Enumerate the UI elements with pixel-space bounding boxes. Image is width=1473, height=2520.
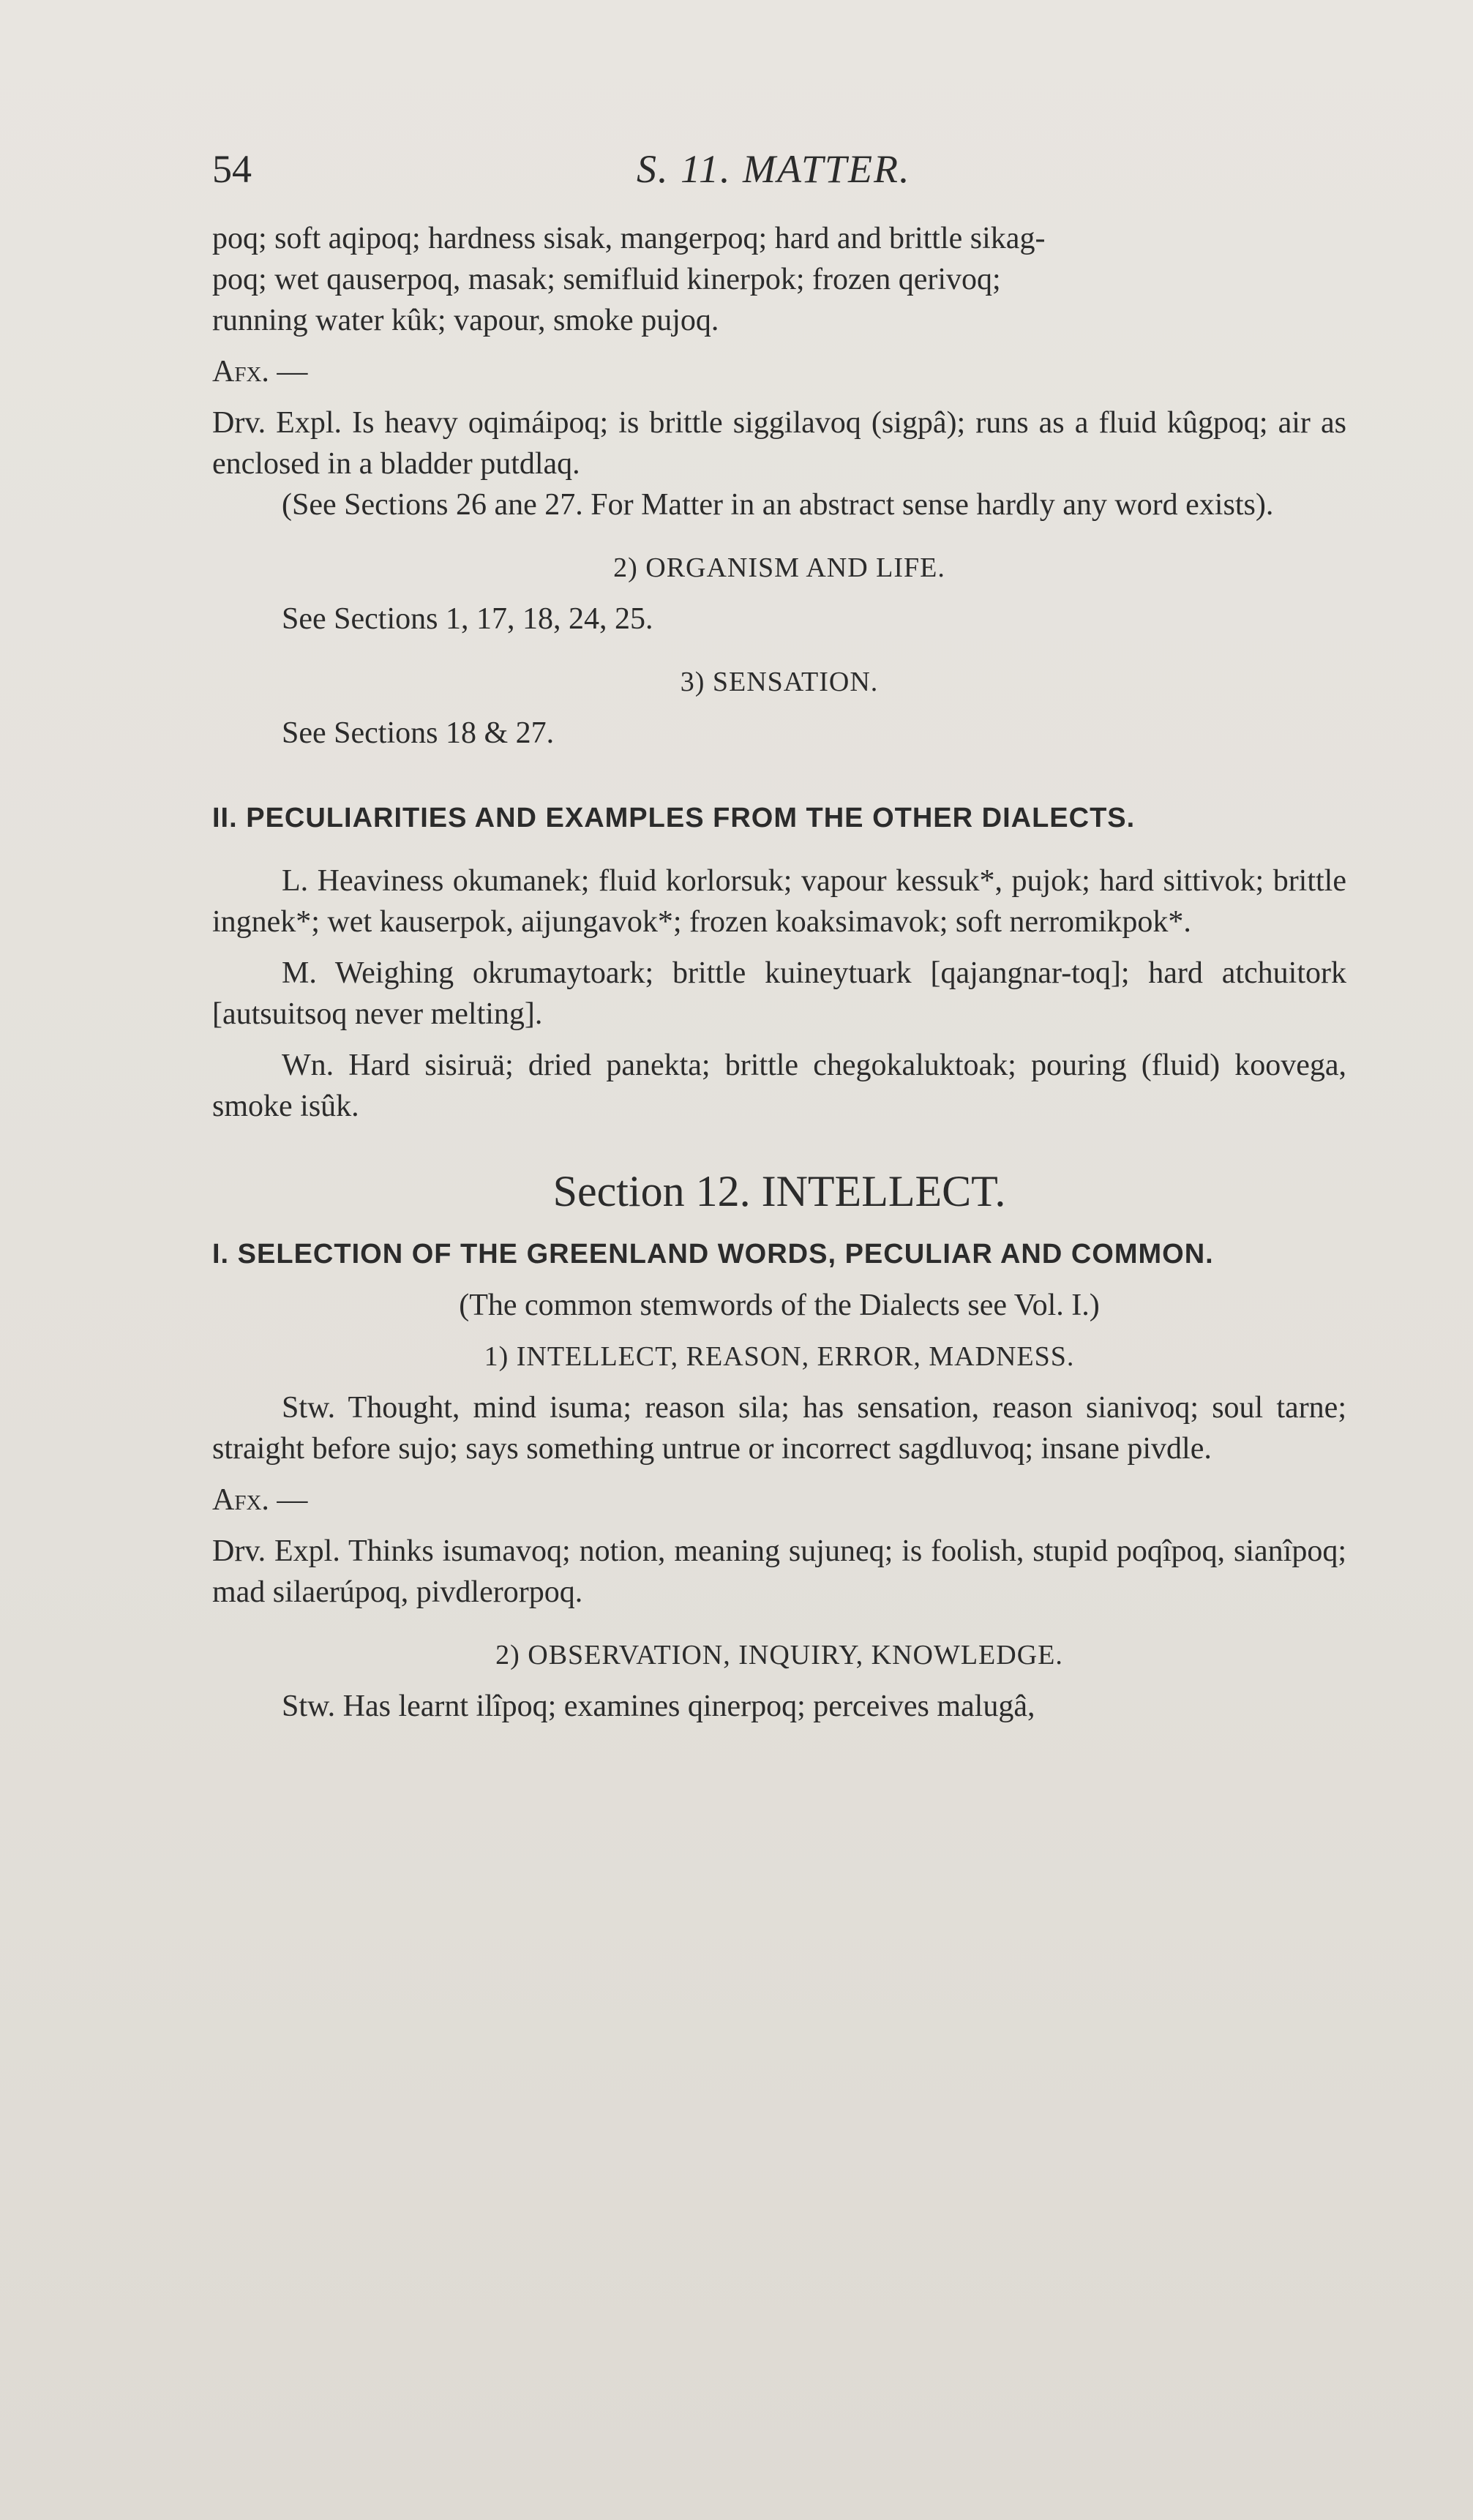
subheading-sensation: 3) SENSATION. bbox=[680, 667, 879, 697]
dialect-paragraph-m: M. Weighing okrumaytoark; brittle kuineytuark [qajangnar-toq]; hard atchuitork [autsuitsoq never melting]. bbox=[212, 956, 1346, 1031]
derivation-paragraph: Drv. Expl. Thinks isumavoq; notion, meaning sujuneq; is foolish, stupid poqîpoq, sianîpoq; mad silaerúpoq, pivdlerorpoq. bbox=[212, 1534, 1346, 1609]
dialect-paragraph-l: L. Heaviness okumanek; fluid korlorsuk; vapour kessuk*, pujok; hard sittivok; brittle ingnek*; wet kauserpok, aijungavok*; frozen koaksimavok; soft nerromikpok*. bbox=[212, 864, 1346, 939]
text-line: poq; soft aqipoq; hardness sisak, mangerpoq; hard and brittle sikag- bbox=[212, 222, 1046, 255]
dialect-paragraph-wn: Wn. Hard sisiruä; dried panekta; brittle chegokaluktoak; pouring (fluid) koovega, smoke isûk. bbox=[212, 1049, 1346, 1123]
page-number: 54 bbox=[212, 147, 252, 191]
affix-label: Afx. — bbox=[212, 1483, 308, 1517]
text-line: running water kûk; vapour, smoke pujoq. bbox=[212, 304, 719, 337]
subheading-intellect: 1) INTELLECT, REASON, ERROR, MADNESS. bbox=[484, 1341, 1075, 1372]
derivation-paragraph: Drv. Expl. Is heavy oqimáipoq; is brittle siggilavoq (sigpâ); runs as a fluid kûgpoq; air as enclosed in a bladder putdlaq. bbox=[212, 406, 1346, 481]
section-title: Section 12. INTELLECT. bbox=[552, 1167, 1006, 1215]
see-sensation: See Sections 18 & 27. bbox=[282, 716, 555, 750]
subheading-observation: 2) OBSERVATION, INQUIRY, KNOWLEDGE. bbox=[495, 1640, 1063, 1670]
affix-label: Afx. — bbox=[212, 355, 308, 389]
running-head: S. 11. MATTER. bbox=[637, 147, 911, 191]
see-organism: See Sections 1, 17, 18, 24, 25. bbox=[282, 602, 653, 636]
see-note: (See Sections 26 ane 27. For Matter in an abstract sense hardly any word exists). bbox=[282, 488, 1274, 522]
subheading-organism: 2) ORGANISM AND LIFE. bbox=[613, 552, 945, 583]
stemword-paragraph: Stw. Thought, mind isuma; reason sila; has sensation, reason sianivoq; soul tarne; straight before sujo; says something untrue or incorrect sagdluvoq; insane pivdle. bbox=[212, 1391, 1346, 1466]
text-line: poq; wet qauserpoq, masak; semifluid kinerpok; frozen qerivoq; bbox=[212, 263, 1001, 296]
stemword-paragraph: Stw. Has learnt ilîpoq; examines qinerpoq; perceives malugâ, bbox=[282, 1690, 1035, 1723]
page-body bbox=[212, 218, 1346, 1727]
heading-dialects: II. PECULIARITIES AND EXAMPLES FROM THE OTHER DIALECTS. bbox=[212, 803, 1136, 833]
common-stems-note: (The common stemwords of the Dialects see Vol. I.) bbox=[459, 1289, 1100, 1322]
page-header bbox=[212, 146, 1354, 198]
heading-selection: I. SELECTION OF THE GREENLAND WORDS, PECULIAR AND COMMON. bbox=[212, 1239, 1214, 1270]
